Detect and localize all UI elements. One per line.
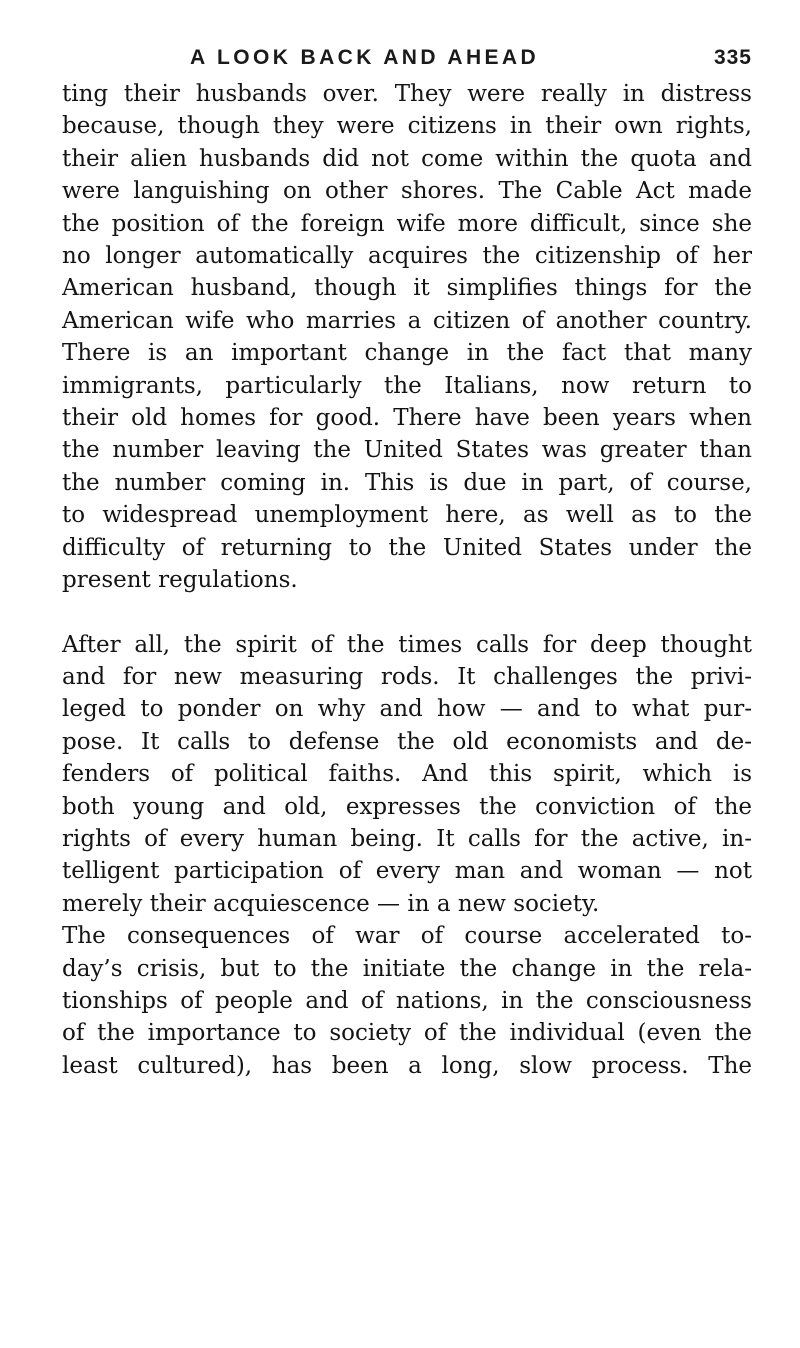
paragraph-4 <box>62 920 752 1082</box>
paragraph-2 <box>62 337 752 596</box>
text-line: both young and old, expresses the conviction of the <box>62 793 752 820</box>
book-page <box>62 38 752 1082</box>
page-number: 335 <box>713 46 752 69</box>
text-line: the position of the foreign wife more difficult, since she <box>62 210 752 237</box>
text-line: of the importance to society of the individual (even the <box>62 1020 752 1047</box>
text-line: leged to ponder on why and how — and to what pur- <box>62 696 752 723</box>
text-line: and for new measuring rods. It challenges the privi- <box>62 663 752 690</box>
text-line: rights of every human being. It calls for the active, in- <box>62 825 752 852</box>
text-line: ting their husbands over. They were really in distress <box>62 81 752 107</box>
paragraph-1 <box>62 78 752 337</box>
text-line: merely their acquiescence — in a new society. <box>62 890 600 917</box>
text-line: difficulty of returning to the United States under the <box>62 534 752 561</box>
text-line: tionships of people and of nations, in the consciousness <box>62 987 752 1014</box>
text-line: the number leaving the United States was greater than <box>62 437 752 464</box>
text-line: pose. It calls to defense the old economists and de- <box>62 728 752 755</box>
text-line: their alien husbands did not come within the quota and <box>62 145 752 172</box>
text-line: present regulations. <box>62 567 298 594</box>
text-line: fenders of political faiths. And this spirit, which is <box>62 761 752 788</box>
section-gap <box>62 597 752 629</box>
text-line: immigrants, particularly the Italians, now return to <box>62 372 752 399</box>
text-line: There is an important change in the fact that many <box>62 340 752 367</box>
text-line: American wife who marries a citizen of another country. <box>62 307 752 334</box>
running-head <box>62 38 752 78</box>
text-line: no longer automatically acquires the citizenship of her <box>62 243 752 270</box>
text-line: least cultured), has been a long, slow process. The <box>62 1052 752 1079</box>
running-head-title: A LOOK BACK AND AHEAD <box>190 46 540 69</box>
text-line: After all, the spirit of the times calls for deep thought <box>62 631 752 658</box>
paragraph-3 <box>62 629 752 921</box>
text-line: the number coming in. This is due in part, of course, <box>62 469 752 496</box>
text-line: day’s crisis, but to the initiate the change in the rela- <box>62 955 752 982</box>
text-line: telligent participation of every man and woman — not <box>62 858 752 885</box>
text-line: their old homes for good. There have been years when <box>62 405 752 432</box>
text-line: because, though they were citizens in their own rights, <box>62 113 752 140</box>
text-line: were languishing on other shores. The Cable Act made <box>62 178 752 205</box>
text-line: to widespread unemployment here, as well as to the <box>62 502 752 529</box>
text-line: American husband, though it simplifies things for the <box>62 275 752 302</box>
text-line: The consequences of war of course accelerated to- <box>62 923 752 950</box>
